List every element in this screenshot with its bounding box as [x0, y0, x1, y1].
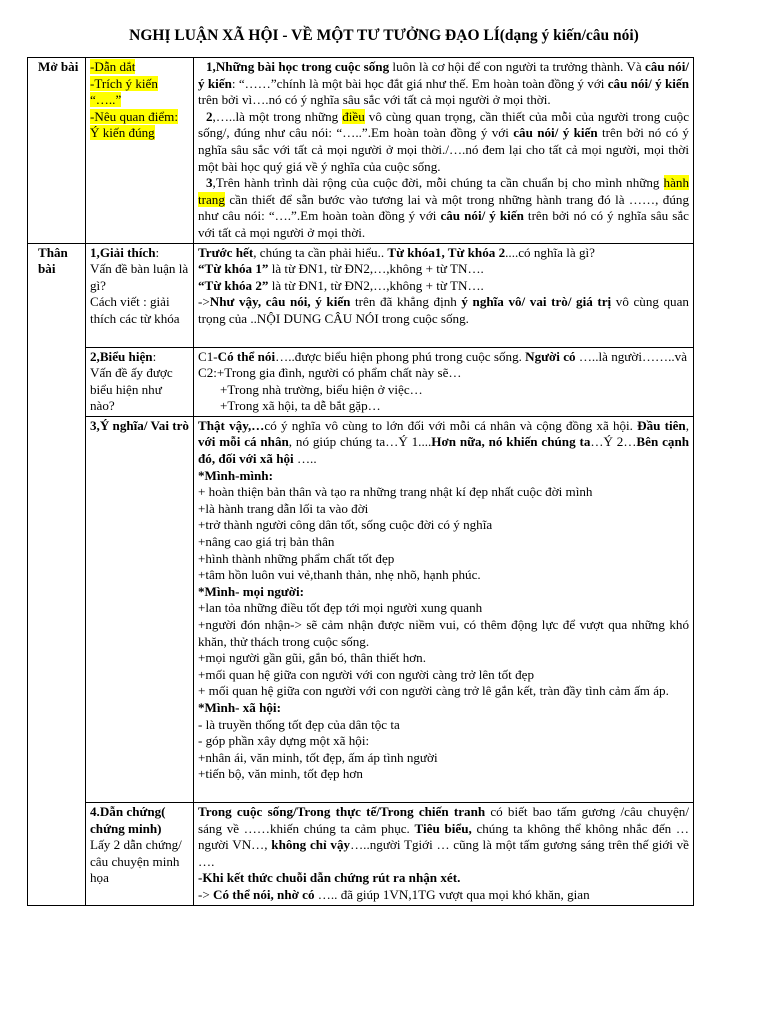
highlight-word: điều [342, 108, 365, 124]
guide-text: Cách viết : giải thích các từ khóa [90, 294, 180, 326]
guide-text: Vấn đề ấy được biểu hiện như nào? [90, 365, 173, 414]
list-item: + hoàn thiện bản thân và tạo ra những trang nhật kí đẹp nhất cuộc đời mình [198, 484, 593, 500]
section-label-than-bai: Thân bài [28, 243, 86, 905]
guide-y-nghia [86, 416, 194, 802]
outline-table [27, 57, 694, 906]
list-item: +tâm hồn luôn vui vẻ,thanh thản, nhẹ nhõ, hạnh phúc. [198, 567, 481, 583]
group-heading: *Mình- xã hội: [198, 699, 281, 715]
guide-mo-bai [86, 58, 194, 244]
content-giai-thich: Trước hết, chúng ta cần phải hiểu.. Từ khóa1, Từ khóa 2....có nghĩa là gì? “Từ khóa 1” là từ ĐN1, từ ĐN2,…,không + từ TN…. “Từ khóa 2” là từ ĐN1, từ ĐN2,…,không + từ TN…. ->Như vậy, câu nói, ý kiến trên đã khẳng định ý nghĩa vô/ vai trò/ giá trị vô cùng quan trọng của ..NỘI DUNG CÂU NÓI trong cuộc sống. [194, 243, 694, 347]
list-item: +hình thành những phẩm chất tốt đẹp [198, 550, 395, 566]
list-item: - góp phần xây dựng một xã hội: [198, 733, 370, 749]
list-item: +người đón nhận-> sẽ cảm nhận được niềm vui, có thêm động lực để vượt qua những khó khăn, thử thách trong cuộc sống. [198, 617, 689, 649]
row-bieu-hien [28, 347, 694, 416]
subsection-label: 4.Dẫn chứng( chứng minh) [90, 803, 166, 836]
highlight-word: hành trang [198, 175, 689, 207]
group-heading: *Mình-mình: [198, 467, 273, 483]
guide-dan-chung [86, 802, 194, 905]
list-item: +mọi người gần gũi, gắn bó, thân thiết hơn. [198, 650, 426, 666]
list-item: +trở thành người công dân tốt, sống cuộc đời có ý nghĩa [198, 517, 493, 533]
guide-text: Vấn đề bàn luận là gì? [90, 261, 189, 293]
guide-item: -Dẫn dắt [90, 59, 136, 74]
content-mo-bai [194, 58, 694, 244]
subsection-label: 2,Biểu hiện [90, 348, 153, 364]
opening-option-2: 2,…..là một trong những điều vô cùng quan trọng, cần thiết của mỗi của người trong cuộc sống/, đúng như câu nói: “…..”.Em hoàn toàn đồng ý với câu nói/ ý kiến trên bởi nó có ý nghĩa sâu sắc với tất cả mọi người ở mọi thời./….nó đem lại cho tất cả mọi người, mọi thời một bài học quý giá về ý nghĩa của cuộc sống. [198, 108, 690, 174]
guide-item: “…..” [90, 92, 122, 108]
guide-text: Lấy 2 dẫn chứng/ câu chuyện minh họa [90, 837, 182, 886]
list-item: +nhân ái, văn minh, tốt đẹp, ấm áp tình người [198, 749, 438, 765]
row-dan-chung [28, 802, 694, 905]
group-heading: *Mình- mọi người: [198, 583, 305, 599]
section-label-mo-bai: Mở bài [28, 58, 86, 244]
content-dan-chung: Trong cuộc sống/Trong thực tế/Trong chiến tranh có biết bao tấm gương /câu chuyện/ sáng về ……khiến chúng ta cảm phục. Tiêu biểu, chúng ta không thể không nhắc đến …người VN…, không chỉ vậy…..người Tgiới … cũng là một tấm gương sáng trên thế giới về …. -Khi kết thức chuỗi dẫn chứng rút ra nhận xét. -> Có thể nói, nhờ có ….. đã giúp 1VN,1TG vượt qua mọi khó khăn, gian [194, 802, 694, 905]
opening-option-3: 3,Trên hành trình dài rộng của cuộc đời, mỗi chúng ta cần chuẩn bị cho mình những hành trang cần thiết để sẵn bước vào tương lai và một trong những hành trang đó là ……, đúng như câu nói: “….”.Em hoàn toàn đồng ý với câu nói/ ý kiến trên bởi nó có ý nghĩa sâu sắc với tất cả mọi người ở mọi thời. [198, 175, 689, 240]
page-title: NGHỊ LUẬN XÃ HỘI - VỀ MỘT TƯ TƯỞNG ĐẠO LÍ(dạng ý kiến/câu nói) [129, 27, 639, 44]
subsection-label: 1,Giải thích [90, 244, 156, 260]
guide-item: Ý kiến đúng [90, 125, 155, 141]
guide-giai-thich: 1,Giải thích: Vấn đề bàn luận là gì? Cách viết : giải thích các từ khóa [86, 243, 194, 347]
content-bieu-hien: C1-Có thể nói…..được biểu hiện phong phú trong cuộc sống. Người có …..là người……..và C2:+Trong gia đình, người có phẩm chất này sẽ… +Trong nhà trường, biểu hiện ở việc… +Trong xã hội, ta dễ bắt gặp… [194, 347, 694, 416]
guide-item: -Nêu quan điểm: [90, 108, 178, 124]
row-giai-thich [28, 243, 694, 347]
list-item: +là hành trang dẫn lối ta vào đời [198, 500, 369, 516]
guide-item: -Trích ý kiến [90, 75, 158, 91]
list-item: +nâng cao giá trị bản thân [198, 534, 335, 550]
list-item: + mối quan hệ giữa con người với con người càng trở lê gắn kết, tràn đầy tình cảm ấm áp. [198, 683, 669, 699]
row-y-nghia [28, 416, 694, 802]
row-mo-bai [28, 58, 694, 244]
list-item: +tiến bộ, văn minh, tốt đẹp hơn [198, 766, 363, 782]
list-item: +mối quan hệ giữa con người với con người càng trở lên tốt đẹp [198, 666, 535, 682]
opening-option-1: 1,Những bài học trong cuộc sống luôn là cơ hội để con người ta trưởng thành. Và câu nói/ý kiến: “……”chính là một bài học đắt giá như thế. Em hoàn toàn đồng ý với câu nói/ ý kiến trên bởi vì….nó có ý nghĩa sâu sắc với tất cả mọi người ở mọi thời. [198, 59, 690, 108]
content-y-nghia: Thật vậy,…có ý nghĩa vô cùng to lớn đối với mỗi cá nhân và cộng đồng xã hội. Đầu tiên, với mỗi cá nhân, nó giúp chúng ta…Ý 1....Hơn nữa, nó khiến chúng ta…Ý 2…Bên cạnh đó, đối với xã hội ….. *Mình-mình: + hoàn thiện bản thân và tạo ra những trang nhật kí đẹp nhất cuộc đời mình +là hành trang dẫn lối ta vào đời +trở thành người công dân tốt, sống cuộc đời có ý nghĩa +nâng cao giá trị bản thân +hình thành những phẩm chất tốt đẹp +tâm hồn luôn vui vẻ,thanh thản, nhẹ nhõ, hạnh phúc. *Mình- mọi người: +lan tỏa những điều tốt đẹp tới mọi người xung quanh +người đón nhận-> sẽ cảm nhận được niềm vui, có thêm động lực để vượt qua những khó khăn, thử thách trong cuộc sống. +mọi người gần gũi, gắn bó, thân thiết hơn. +mối quan hệ giữa con người với con người càng trở lên tốt đẹp + mối quan hệ giữa con người với con người càng trở lê gắn kết, tràn đầy tình cảm ấm áp. *Mình- xã hội: - là truyền thống tốt đẹp của dân tộc ta - góp phần xây dựng một xã hội: +nhân ái, văn minh, tốt đẹp, ấm áp tình người +tiến bộ, văn minh, tốt đẹp hơn [194, 416, 694, 802]
guide-bieu-hien: 2,Biểu hiện: Vấn đề ấy được biểu hiện như nào? [86, 347, 194, 416]
subsection-label: 3,Ý nghĩa/ Vai trò [90, 417, 189, 433]
list-item: - là truyền thống tốt đẹp của dân tộc ta [198, 716, 400, 732]
list-item: +lan tỏa những điều tốt đẹp tới mọi người xung quanh [198, 600, 483, 616]
